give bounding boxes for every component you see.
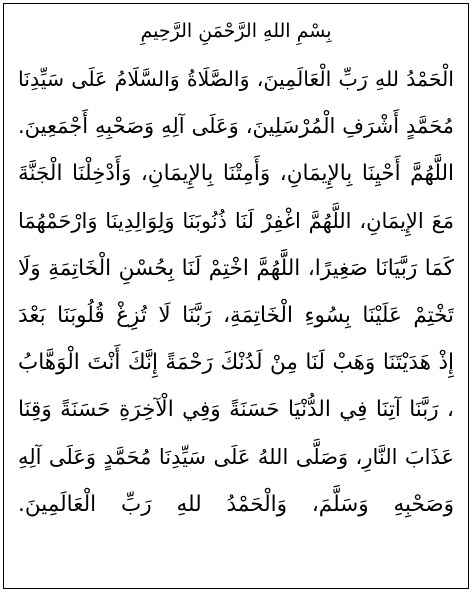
text-line-5: كَمَا رَبَّيَانَا صَغِيرًا، اللَّهُمَّ اخْتِمْ لَنَا بِحُسْنِ الْخَاتِمَةِ وَلَا [18,255,454,281]
dua-text [18,16,454,528]
document-page [3,3,469,589]
basmala-heading: بِسْمِ اللهِ الرَّحْمَنِ الرَّحِيمِ [140,20,332,42]
text-line-2: مُحَمَّدٍ أَشْرَفِ الْمُرْسَلِينَ، وَعَلَى آلِهِ وَصَحْبِهِ أَجْمَعِينَ. [18,114,454,139]
text-line-6: تَخْتِمْ عَلَيْنَا بِسُوءِ الْخَاتِمَةِ، رَبَّنَا لَا تُزِغْ قُلُوبَنَا بَعْدَ [18,302,454,328]
text-line-10: وَصَحْبِهِ وَسَلَّمَ، وَالْحَمْدُ للهِ رَبِّ الْعَالَمِينَ. [18,491,454,517]
text-line-9: عَذَابَ النَّارِ، وَصَلَّى اللهُ عَلَى سَيِّدِنَا مُحَمَّدٍ وَعَلَى آلِهِ [18,444,454,469]
text-line-8: ، رَبَّنَا آتِنَا فِي الدُّنْيَا حَسَنَةً وَفِي الْآخِرَةِ حَسَنَةً وَقِنَا [18,397,454,423]
text-line-4: مَعَ الإِيمَانِ، اللَّهُمَّ اغْفِرْ لَنَا ذُنُوبَنَا وَلِوَالِدِينَا وَارْحَمْهُمَا [18,208,454,233]
text-line-1: الْحَمْدُ للهِ رَبِّ الْعَالَمِينَ، وَالصَّلَاةُ وَالسَّلَامُ عَلَى سَيِّدِنَا [18,67,454,91]
text-line-7: إِذْ هَدَيْتَنَا وَهَبْ لَنَا مِنْ لَدُنْكَ رَحْمَةً إِنَّكَ أَنْتَ الْوَهَّابُ [18,350,454,376]
text-line-3: اللَّهُمَّ أَحْيِنَا بِالإِيمَانِ، وَأَمِتْنَا بِالإِيمَانِ، وَأَدْخِلْنَا الْجَنَّةَ [18,161,454,187]
